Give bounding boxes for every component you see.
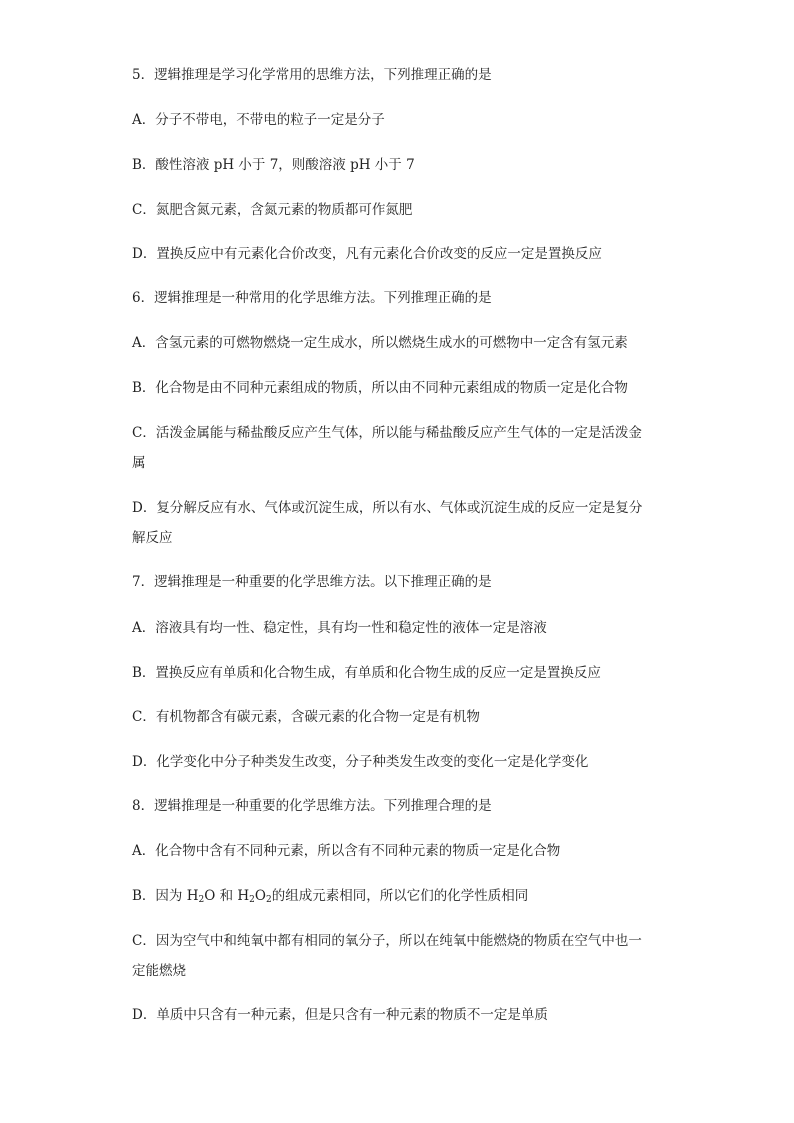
question-6-option-c-line-2: 属 xyxy=(132,455,146,471)
question-7-option-c: C．有机物都含有碳元素，含碳元素的化合物一定是有机物 xyxy=(132,709,480,725)
subscript-2: 2 xyxy=(249,895,255,905)
question-8-option-b xyxy=(132,881,662,911)
question-7-stem: 7．逻辑推理是一种重要的化学思维方法。以下推理正确的是 xyxy=(132,574,492,590)
option-b-suffix: 的组成元素相同，所以它们的化学性质相同 xyxy=(271,888,529,904)
question-5-stem: 5．逻辑推理是学习化学常用的思维方法，下列推理正确的是 xyxy=(132,67,492,83)
question-8-stem: 8．逻辑推理是一种重要的化学思维方法。下列推理合理的是 xyxy=(132,798,492,814)
question-8-option-c-line-1: C．因为空气中和纯氧中都有相同的氧分子，所以在纯氧中能燃烧的物质在空气中也一 xyxy=(132,933,642,949)
subscript-2: 2 xyxy=(265,895,272,905)
option-b-mid-1: O 和 H xyxy=(204,888,250,904)
question-7-option-d: D．化学变化中分子种类发生改变，分子种类发生改变的变化一定是化学变化 xyxy=(132,754,589,770)
subscript-2: 2 xyxy=(198,895,205,905)
question-6-stem: 6．逻辑推理是一种常用的化学思维方法。下列推理正确的是 xyxy=(132,290,492,306)
question-6-option-d-line-2: 解反应 xyxy=(132,530,173,546)
question-6-option-d-line-1: D．复分解反应有水、气体或沉淀生成，所以有水、气体或沉淀生成的反应一定是复分 xyxy=(132,500,643,516)
question-6-option-a: A．含氢元素的可燃物燃烧一定生成水，所以燃烧生成水的可燃物中一定含有氢元素 xyxy=(132,335,628,351)
question-6-option-b: B．化合物是由不同种元素组成的物质，所以由不同种元素组成的物质一定是化合物 xyxy=(132,380,628,396)
question-6-option-c-line-1: C．活泼金属能与稀盐酸反应产生气体，所以能与稀盐酸反应产生气体的一定是活泼金 xyxy=(132,425,642,441)
question-8-option-a: A．化合物中含有不同种元素，所以含有不同种元素的物质一定是化合物 xyxy=(132,843,561,859)
question-8-option-d: D．单质中只含有一种元素，但是只含有一种元素的物质不一定是单质 xyxy=(132,1007,548,1023)
option-b-mid-2: O xyxy=(254,888,266,904)
question-5-option-d: D．置换反应中有元素化合价改变，凡有元素化合价改变的反应一定是置换反应 xyxy=(132,246,602,262)
question-7-option-b: B．置换反应有单质和化合物生成，有单质和化合物生成的反应一定是置换反应 xyxy=(132,665,601,681)
option-b-prefix: B．因为 H xyxy=(132,888,199,904)
question-5-option-c: C．氮肥含氮元素，含氮元素的物质都可作氮肥 xyxy=(132,202,413,218)
question-5-option-b: B．酸性溶液 pH 小于 7，则酸溶液 pH 小于 7 xyxy=(132,157,415,173)
question-5-option-a: A．分子不带电，不带电的粒子一定是分子 xyxy=(132,112,385,128)
question-8-option-c-line-2: 定能燃烧 xyxy=(132,963,186,979)
question-7-option-a: A．溶液具有均一性、稳定性，具有均一性和稳定性的液体一定是溶液 xyxy=(132,620,547,636)
